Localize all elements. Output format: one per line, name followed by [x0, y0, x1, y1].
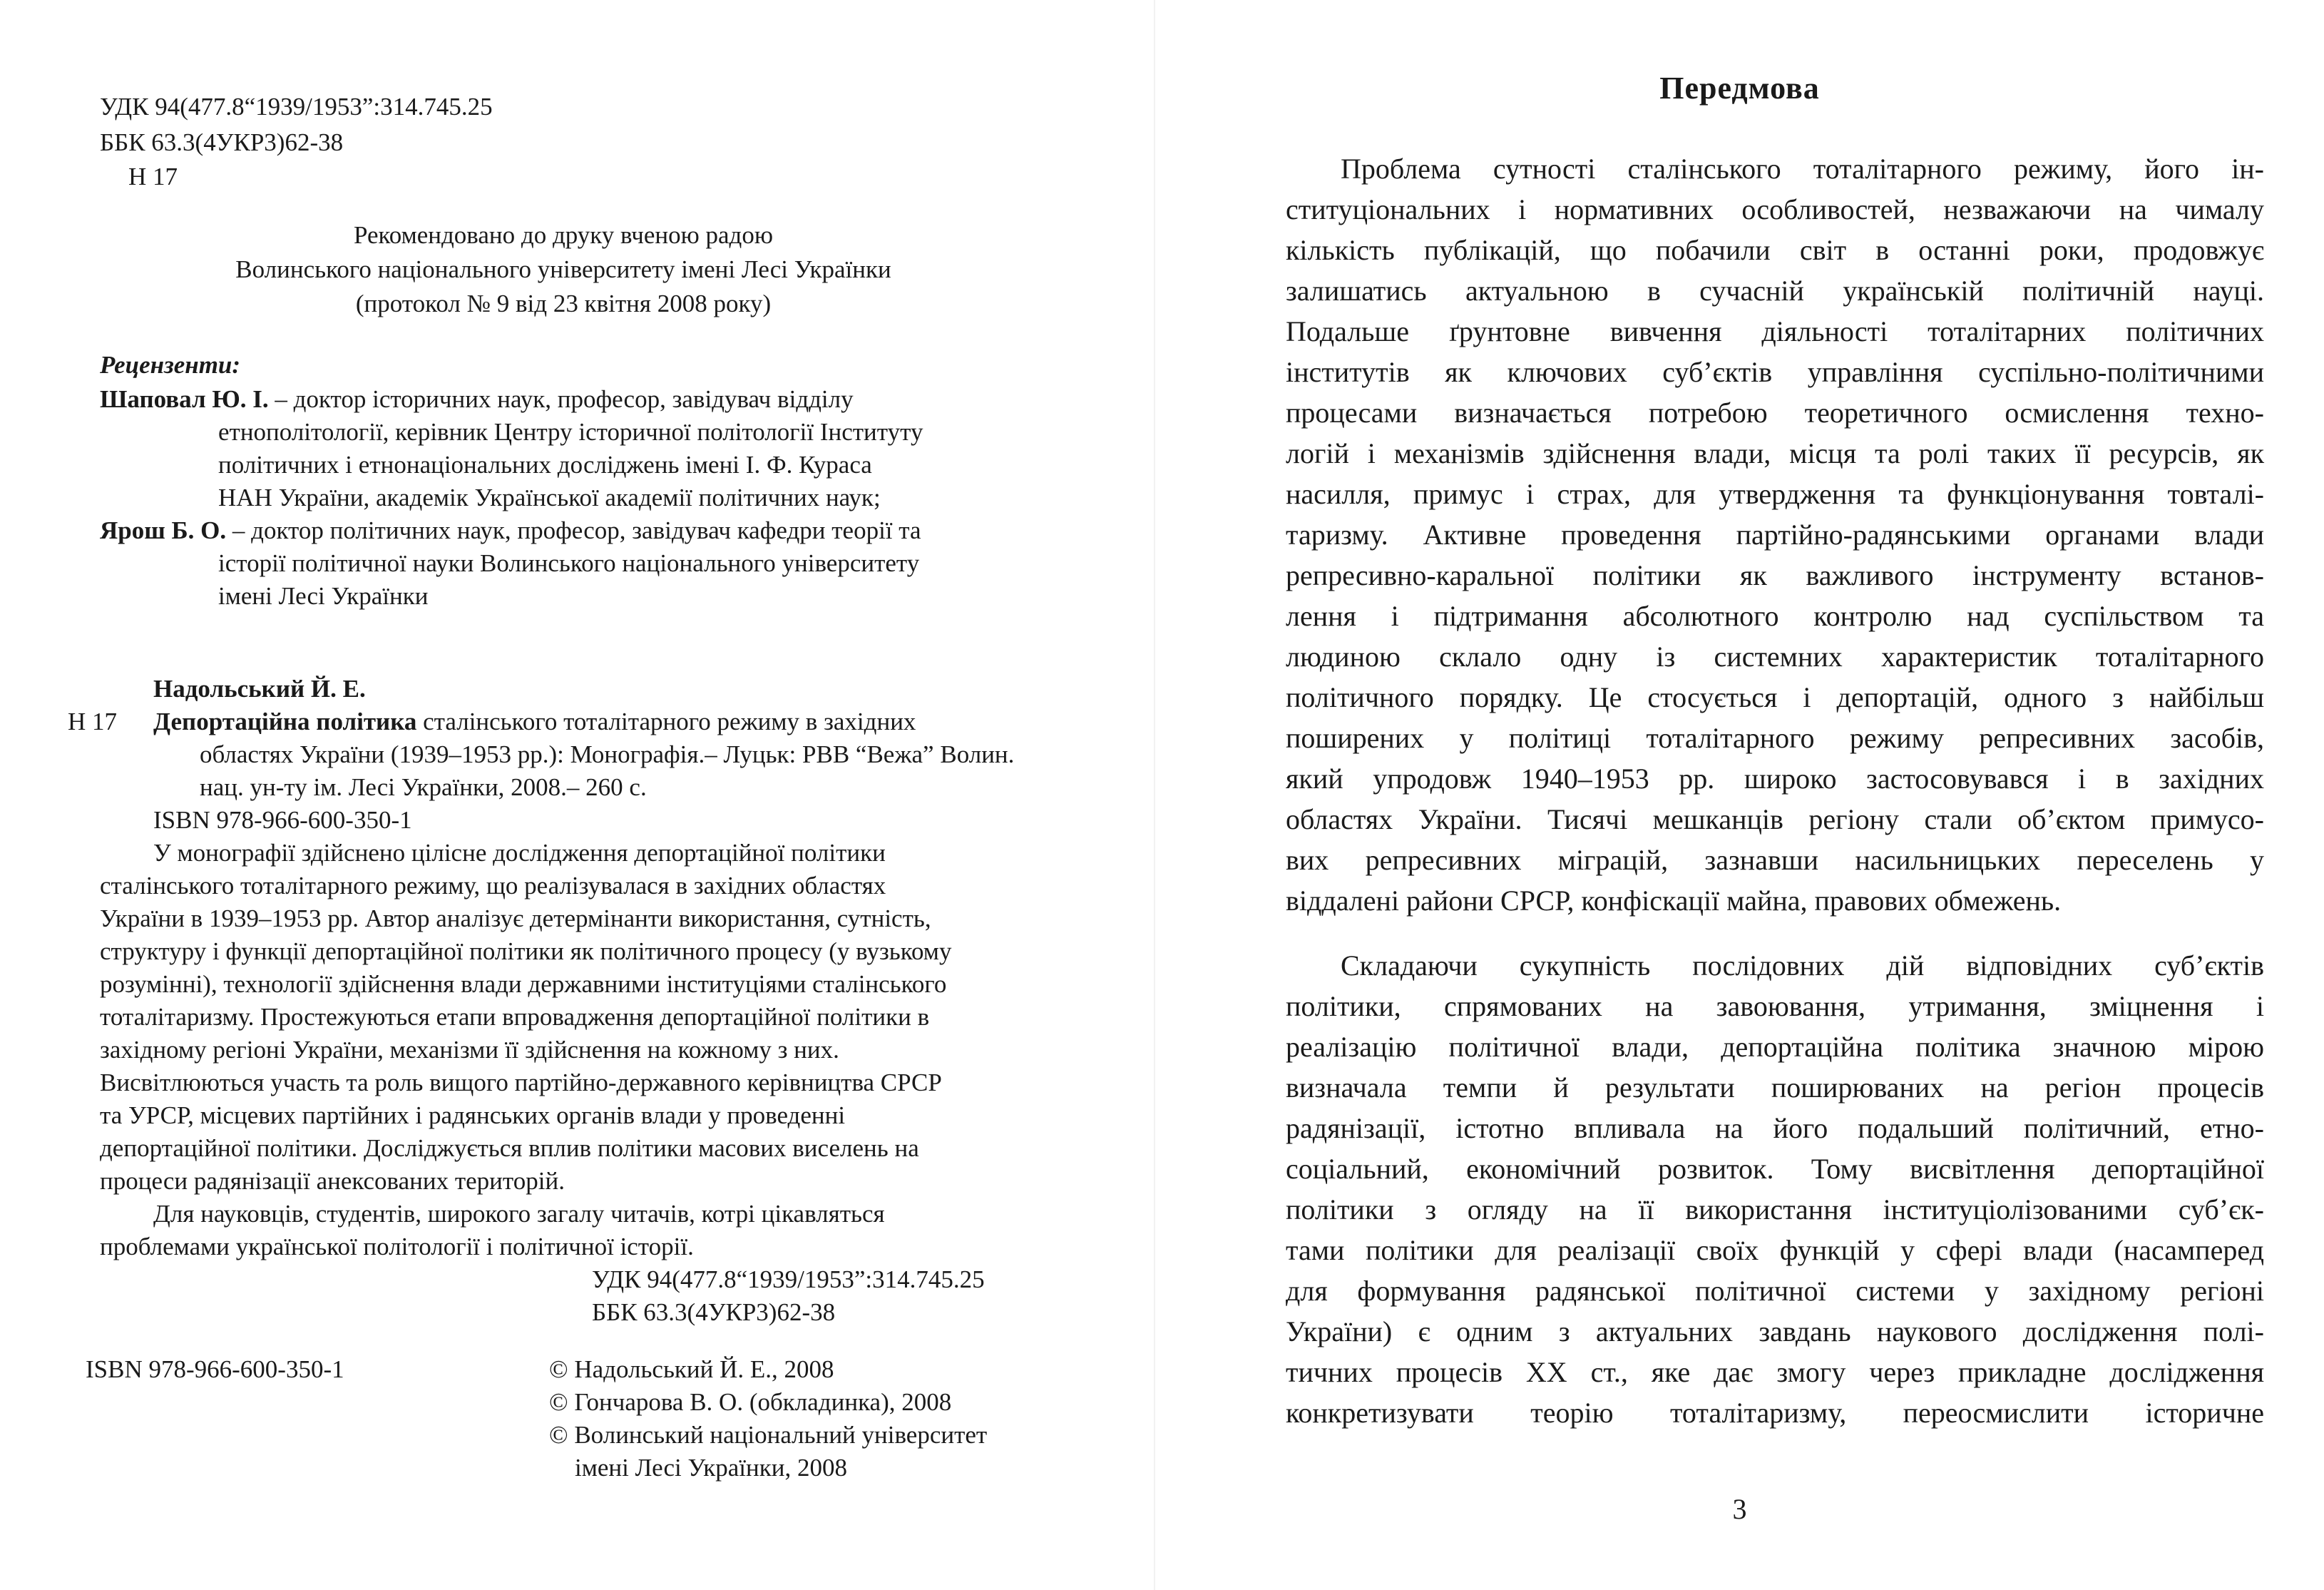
abstract-line: сталінського тоталітарного режиму, що реалізувалася в західних областях [100, 872, 886, 900]
text-line: Проблема сутності сталінського тоталітарного режиму, його ін- [1341, 153, 2264, 185]
text-line: поширених у політиці тоталітарного режиму репресивних засобів, [1286, 722, 2264, 754]
text-line: кількість публікацій, що побачили світ в останні роки, продовжує [1286, 234, 2264, 266]
text-line: людиною склало одну із системних характеристик тоталітарного [1286, 641, 2264, 673]
udk-code: УДК 94(477.8“1939/1953”:314.745.25 [100, 93, 493, 121]
copyright-line: © Гончарова В. О. (обкладинка), 2008 [549, 1388, 952, 1416]
reviewer-2 [100, 515, 921, 546]
recommend-line: Рекомендовано до друку вченою радою [353, 221, 773, 249]
abstract-line: розумінні), технології здійснення влади державними інституціями сталінського [100, 970, 947, 998]
text-line: реалізацію політичної влади, депортаційна політика значною мірою [1286, 1031, 2264, 1063]
abstract-line: тоталітаризму. Простежуються етапи впровадження депортаційної політики в [100, 1003, 930, 1031]
abstract-line: структуру і функції депортаційної політики як політичного процесу (у вузькому [100, 937, 952, 965]
card-author: Надольський Й. Е. [153, 675, 366, 703]
page-number: 3 [1732, 1493, 1747, 1525]
text-line: політики, спрямованих на завоювання, утримання, зміцнення і [1286, 990, 2264, 1022]
abstract-line: та УРСР, місцевих партійних і радянських органів влади у проведенні [100, 1101, 846, 1129]
copyright-line: © Надольський Й. Е., 2008 [549, 1355, 834, 1383]
abstract-line: депортаційної політики. Досліджується вплив політики масових виселень на [100, 1134, 919, 1162]
bbk-code-bottom: ББК 63.3(4УКР3)62-38 [592, 1298, 836, 1326]
reviewer-1-desc: – доктор історичних наук, професор, завідувач відділу [268, 385, 854, 413]
text-line: вих репресивних міграцій, зазнавши насильницьких переселень у [1286, 844, 2264, 876]
author-sign-code: Н 17 [128, 163, 178, 190]
reviewer-2-desc: – доктор політичних наук, професор, завідувач кафедри теорії та [226, 516, 921, 544]
reviewer-2-name: Ярош Б. О. [100, 516, 227, 544]
text-line: соціальний, економічний розвиток. Тому висвітлення депортаційної [1286, 1153, 2264, 1185]
card-line: областях України (1939–1953 рр.): Монографія.– Луцьк: РВВ “Вежа” Волин. [200, 740, 1015, 768]
text-line: Складаючи сукупність послідовних дій відповідних суб’єктів [1341, 949, 2264, 982]
text-line: таризму. Активне проведення партійно-радянськими органами влади [1286, 519, 2264, 551]
card-line: нац. ун-ту ім. Лесі Українки, 2008.– 260 с. [200, 773, 647, 801]
left-page [0, 0, 1155, 1590]
recommend-line: (протокол № 9 від 23 квітня 2008 року) [355, 290, 772, 317]
text-line: для формування радянської політичної системи у західному регіоні [1286, 1275, 2264, 1307]
reviewer-1-line: етнополітології, керівник Центру історичної політології Інституту [218, 418, 923, 446]
abstract-line: України в 1939–1953 рр. Автор аналізує детермінанти використання, сутність, [100, 904, 931, 932]
text-line: ституціональних і нормативних особливостей, незважаючи на чималу [1286, 193, 2264, 225]
audience-line: Для науковців, студентів, широкого загалу читачів, котрі цікавляться [153, 1200, 885, 1228]
text-line: залишатись актуальною в сучасній українській політичній науці. [1286, 275, 2264, 307]
text-line: який упродовж 1940–1953 рр. широко застосовувався і в західних [1286, 763, 2264, 795]
abstract-line: західному регіоні України, механізми її здійснення на кожному з них. [100, 1036, 839, 1064]
card-isbn: ISBN 978-966-600-350-1 [153, 806, 412, 834]
card-title-line [153, 706, 916, 738]
reviewer-2-line: імені Лесі Українки [218, 582, 429, 610]
page-title: Передмова [1659, 71, 1820, 106]
text-line: віддалені райони СРСР, конфіскації майна, правових обмежень. [1286, 885, 2062, 917]
abstract-line: процеси радянізації анексованих територій. [100, 1167, 565, 1195]
text-line: інститутів як ключових суб’єктів управління суспільно-політичними [1286, 356, 2264, 388]
text-line: України) є одним з актуальних завдань наукового дослідження полі- [1286, 1315, 2264, 1347]
reviewer-1-name: Шаповал Ю. І. [100, 385, 269, 413]
text-line: тами політики для реалізації своїх функцій у сфері влади (насамперед [1286, 1234, 2264, 1266]
audience-line: проблемами української політології і політичної історії. [100, 1233, 694, 1260]
text-line: конкретизувати теорію тоталітаризму, переосмислити історичне [1286, 1397, 2264, 1429]
udk-code-bottom: УДК 94(477.8“1939/1953”:314.745.25 [592, 1265, 985, 1293]
copyright-line: © Волинський національний університет [549, 1421, 988, 1449]
reviewers-heading: Рецензенти: [100, 351, 241, 379]
text-line: насилля, примус і страх, для утвердження та функціонування товталі- [1286, 478, 2264, 510]
abstract-line: Висвітлюються участь та роль вищого партійно-державного керівництва СРСР [100, 1069, 942, 1096]
text-line: радянізації, істотно впливала на його подальший політичний, етно- [1286, 1112, 2264, 1144]
text-line: процесами визначається потребою теоретичного осмислення техно- [1286, 397, 2264, 429]
reviewer-1-line: НАН України, академік Української академії політичних наук; [218, 484, 881, 511]
reviewer-1 [100, 384, 1055, 415]
isbn: ISBN 978-966-600-350-1 [86, 1355, 344, 1383]
book-title: Депортаційна політика [153, 708, 417, 735]
text-line: Подальше ґрунтовне вивчення діяльності тоталітарних політичних [1286, 315, 2264, 347]
abstract-line: У монографії здійснено цілісне дослідження депортаційної політики [153, 839, 886, 867]
text-line: політики з огляду на її використання інституціолізованими суб’єк- [1286, 1193, 2264, 1225]
recommend-line: Волинського національного університету імені Лесі Українки [235, 255, 891, 283]
book-title-rest: сталінського тоталітарного режиму в західних [416, 708, 916, 735]
bbk-code: ББК 63.3(4УКР3)62-38 [100, 128, 344, 156]
copyright-line: імені Лесі Українки, 2008 [575, 1454, 847, 1482]
text-line: логій і механізмів здійснення влади, місця та ролі таких її ресурсів, як [1286, 437, 2264, 469]
reviewer-1-line: політичних і етнонаціональних досліджень імені І. Ф. Кураса [218, 451, 872, 479]
text-line: тичних процесів XX ст., яке дає змогу через прикладне дослідження [1286, 1356, 2264, 1388]
text-line: лення і підтримання абсолютного контролю над суспільством та [1286, 600, 2264, 632]
right-page [1155, 0, 2324, 1590]
card-code: Н 17 [68, 708, 118, 735]
text-line: визначала темпи й результати поширюваних на регіон процесів [1286, 1071, 2264, 1104]
text-line: політичного порядку. Це стосується і депортацій, одного з найбільш [1286, 681, 2264, 713]
text-line: областях України. Тисячі мешканців регіону стали об’єктом примусо- [1286, 803, 2264, 835]
reviewer-2-line: історії політичної науки Волинського національного університету [218, 549, 920, 577]
text-line: репресивно-каральної політики як важливого інструменту встанов- [1286, 559, 2264, 591]
